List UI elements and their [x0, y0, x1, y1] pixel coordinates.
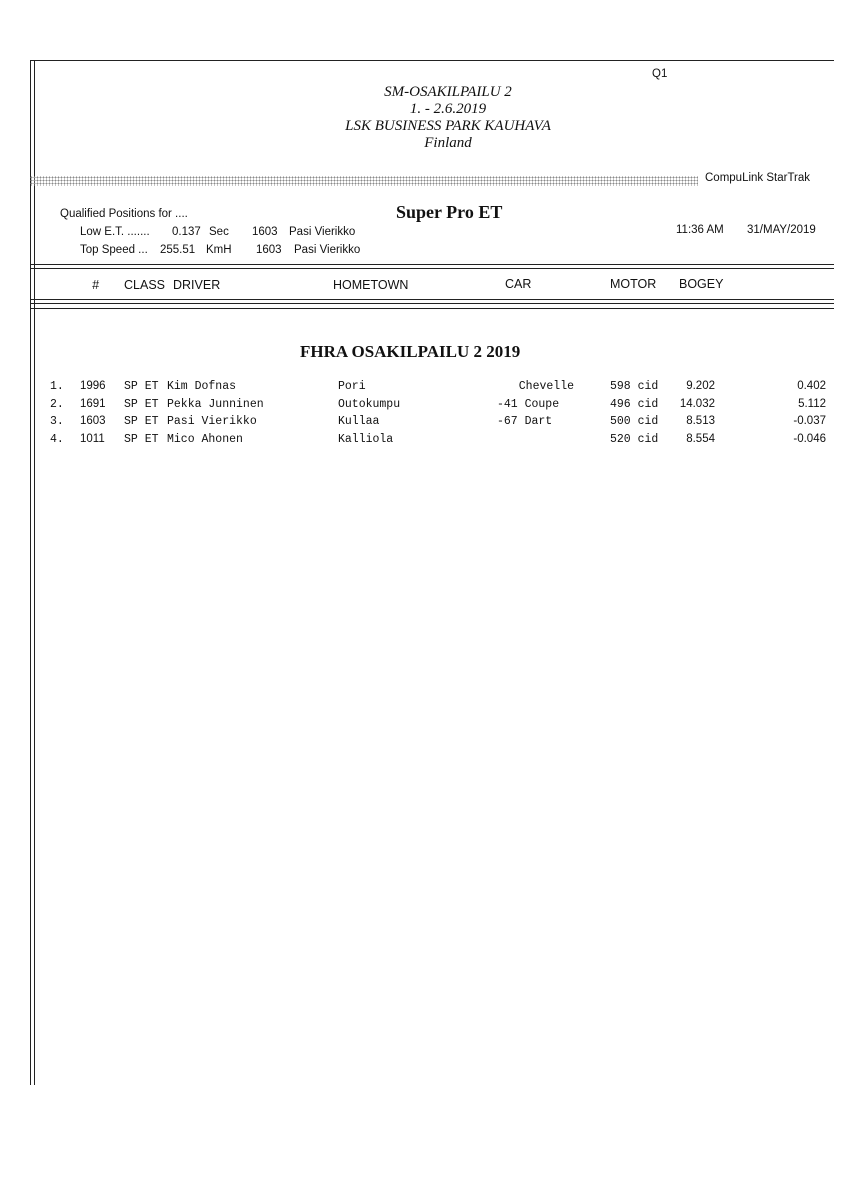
software-label: CompuLink StarTrak	[705, 172, 811, 184]
row-class: SP ET	[124, 415, 159, 428]
row-diff: 5.112	[798, 398, 826, 410]
row-diff: 0.402	[797, 380, 826, 392]
col-header-car: CAR	[505, 277, 532, 291]
row-car: Chevelle	[518, 380, 574, 393]
col-header-motor: MOTOR	[610, 277, 657, 291]
row-bogey: 8.554	[686, 433, 715, 445]
dotted-separator	[30, 176, 698, 186]
row-driver: Pasi Vierikko	[167, 415, 257, 428]
col-header-num: #	[92, 278, 99, 292]
row-bogey: 8.513	[686, 415, 715, 427]
event-dates: 1. - 2.6.2019	[409, 101, 487, 117]
row-motor: 500 cid	[610, 415, 659, 428]
event-venue: LSK BUSINESS PARK KAUHAVA	[345, 118, 551, 134]
top-speed-label: Top Speed ...	[80, 244, 148, 256]
row-motor: 520 cid	[610, 433, 659, 446]
row-car: -41 Coupe	[497, 398, 560, 411]
row-hometown: Kalliola	[338, 433, 394, 446]
report-time: 11:36 AM	[676, 224, 724, 236]
class-title: Super Pro ET	[396, 202, 503, 222]
row-motor: 496 cid	[610, 398, 659, 411]
event-title: SM-OSAKILPAILU 2	[384, 84, 512, 100]
row-driver: Kim Dofnas	[167, 380, 237, 393]
page-code: Q1	[652, 68, 668, 80]
row-number: 1603	[80, 415, 106, 427]
row-car: -67 Dart	[497, 415, 553, 428]
top-speed-number: 1603	[256, 244, 282, 256]
row-position: 1.	[50, 380, 64, 393]
top-border	[30, 60, 834, 61]
row-number: 1691	[80, 398, 106, 410]
row-position: 4.	[50, 433, 64, 446]
header-divider-2	[30, 268, 834, 269]
event-country: Finland	[424, 135, 472, 151]
low-et-number: 1603	[252, 226, 278, 238]
left-border-inner	[34, 60, 35, 1085]
column-header-divider-1	[30, 299, 834, 300]
row-diff: -0.037	[793, 415, 826, 427]
section-title: FHRA OSAKILPAILU 2 2019	[300, 342, 521, 361]
low-et-value: 0.137	[172, 226, 201, 238]
row-position: 2.	[50, 398, 64, 411]
row-motor: 598 cid	[610, 380, 659, 393]
low-et-unit: Sec	[209, 226, 229, 238]
row-hometown: Outokumpu	[338, 398, 401, 411]
low-et-driver: Pasi Vierikko	[289, 226, 356, 238]
row-class: SP ET	[124, 380, 159, 393]
header-divider-1	[30, 264, 834, 265]
row-diff: -0.046	[793, 433, 826, 445]
column-header-divider-3	[30, 308, 834, 309]
row-number: 1011	[80, 433, 105, 445]
left-border-outer	[30, 60, 31, 1085]
low-et-label: Low E.T. .......	[80, 226, 150, 238]
row-hometown: Kullaa	[338, 415, 380, 428]
col-header-bogey: BOGEY	[679, 277, 724, 291]
top-speed-driver: Pasi Vierikko	[294, 244, 361, 256]
column-header-divider-2	[30, 303, 834, 304]
qualified-label: Qualified Positions for ....	[60, 208, 188, 220]
row-bogey: 9.202	[686, 380, 715, 392]
row-bogey: 14.032	[679, 398, 715, 410]
top-speed-unit: KmH	[206, 244, 232, 256]
row-class: SP ET	[124, 398, 159, 411]
report-date: 31/MAY/2019	[747, 224, 816, 236]
row-driver: Pekka Junninen	[167, 398, 264, 411]
row-class: SP ET	[124, 433, 159, 446]
col-header-hometown: HOMETOWN	[333, 278, 409, 292]
row-hometown: Pori	[338, 380, 366, 393]
row-position: 3.	[50, 415, 64, 428]
row-driver: Mico Ahonen	[167, 433, 243, 446]
col-header-class: CLASS	[124, 278, 165, 292]
top-speed-value: 255.51	[160, 244, 196, 256]
row-number: 1996	[80, 380, 106, 392]
col-header-driver: DRIVER	[173, 278, 221, 292]
